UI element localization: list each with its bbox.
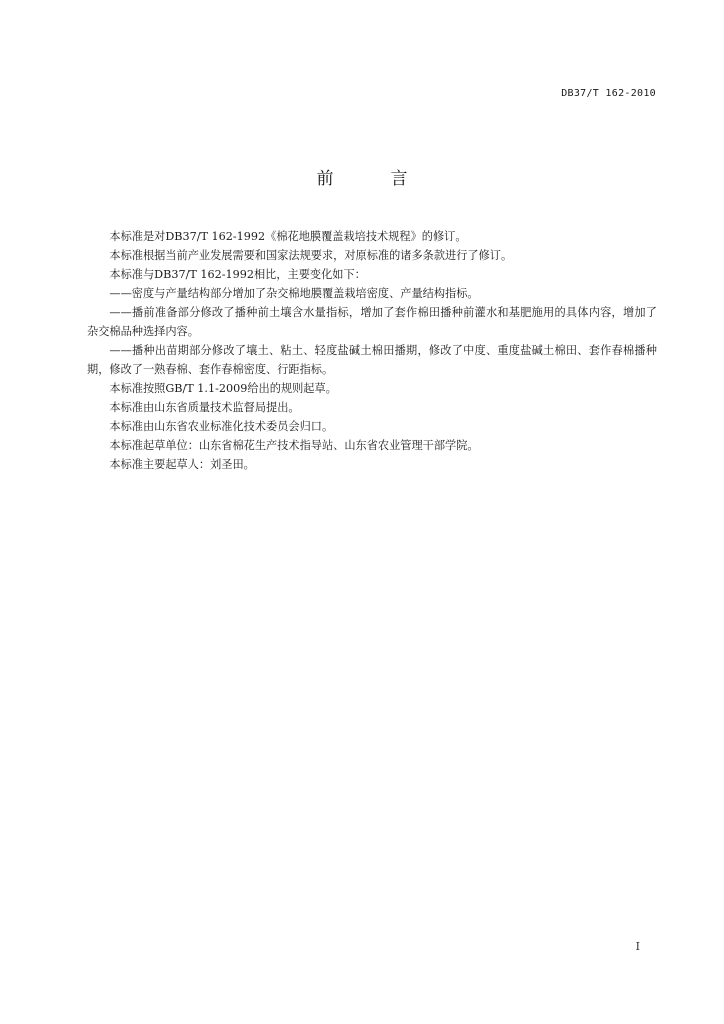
- paragraph-drafting-rules: 本标准按照GB/T 1.1-2009给出的规则起草。: [109, 382, 337, 395]
- paragraph-change-density: ——密度与产量结构部分增加了杂交棉地膜覆盖栽培密度、产量结构指标。: [109, 287, 479, 300]
- page-number: I: [635, 940, 640, 953]
- paragraph-main-drafters: 本标准主要起草人：刘圣田。: [109, 458, 255, 471]
- paragraph-proposed-by: 本标准由山东省质量技术监督局提出。: [109, 401, 300, 414]
- paragraph-change-preparation: ——播前准备部分修改了播种前土壤含水量指标，增加了套作棉田播种前灌水和基肥施用的具体内容，增加了杂交棉品种选择内容。: [87, 306, 657, 338]
- foreword-body: [87, 227, 657, 474]
- paragraph-centralized-by: 本标准由山东省农业标准化技术委员会归口。: [109, 420, 334, 433]
- page-title: 前 言: [316, 169, 428, 189]
- paragraph-changes-intro: 本标准与DB37/T 162-1992相比，主要变化如下：: [109, 268, 366, 281]
- paragraph-revision-reason: 本标准根据当前产业发展需要和国家法规要求，对原标准的诸多条款进行了修订。: [109, 249, 513, 262]
- paragraph-revision-of: 本标准是对DB37/T 162-1992《棉花地膜覆盖栽培技术规程》的修订。: [109, 230, 467, 243]
- document-code: DB37/T 162-2010: [561, 88, 656, 99]
- paragraph-change-sowing: ——播种出苗期部分修改了壤土、粘土、轻度盐碱土棉田播期，修改了中度、重度盐碱土棉田、套作春棉播种期，修改了一熟春棉、套作春棉密度、行距指标。: [87, 344, 657, 376]
- paragraph-drafting-units: 本标准起草单位：山东省棉花生产技术指导站、山东省农业管理干部学院。: [109, 439, 479, 452]
